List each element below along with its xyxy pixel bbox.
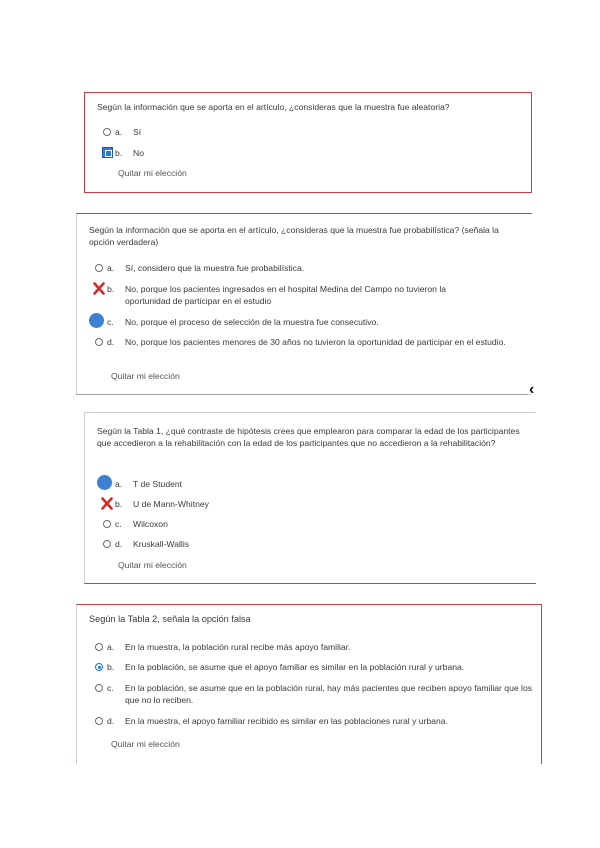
chevron-left-icon[interactable]: ‹ [529,381,535,398]
incorrect-x-icon [93,282,105,295]
option-4b[interactable]: b. En la población, se asume que el apoyo familiar es similar en la población rural y urbana. [93,661,533,673]
option-2a[interactable]: a. Sí, considero que la muestra fue probabilística. [93,262,523,274]
radio-icon[interactable] [95,643,103,651]
clear-choice-link[interactable]: Quitar mi elección [111,371,180,381]
option-3d[interactable]: d. Kruskall-Wallis [101,538,501,550]
selected-box-icon[interactable] [102,147,113,158]
option-2c[interactable]: c. No, porque el proceso de selección de la muestra fue consecutivo. [93,316,523,328]
option-4a[interactable]: a. En la muestra, la población rural recibe más apoyo familiar. [93,641,533,653]
option-4d[interactable]: d. En la muestra, el apoyo familiar recibido es similar en las poblaciones rural y urbana. [93,715,533,727]
option-1b[interactable]: b. No [101,147,501,159]
radio-icon[interactable] [103,520,111,528]
option-4c[interactable]: c. En la población, se asume que en la población rural, hay más pacientes que reciben apoyo familiar que los que no lo reciben. [93,682,533,706]
selected-dot-icon[interactable] [97,475,112,490]
option-2d[interactable]: d. No, porque los pacientes menores de 30 años no tuvieron la oportunidad de participar en el estudio. [93,336,523,348]
radio-icon[interactable] [95,684,103,692]
option-3b[interactable]: b. U de Mann-Whitney [101,498,501,510]
radio-icon[interactable] [95,338,103,346]
option-1a[interactable]: a. Sí [101,126,501,138]
radio-checked-icon[interactable] [95,663,103,671]
option-3c[interactable]: c. Wilcoxon [101,518,501,530]
radio-icon[interactable] [95,264,103,272]
option-3a[interactable]: a. T de Student [101,478,501,490]
radio-icon[interactable] [95,717,103,725]
incorrect-x-icon [101,497,113,510]
clear-choice-link[interactable]: Quitar mi elección [111,739,180,749]
option-2b[interactable]: b. No, porque los pacientes ingresados en el hospital Medina del Campo no tuvieron la oportunidad de participar en el estudio [93,283,523,307]
clear-choice-link[interactable]: Quitar mi elección [118,168,187,178]
clear-choice-link[interactable]: Quitar mi elección [118,560,187,570]
question-text-4: Según la Tabla 2, señala la opción falsa [89,614,251,624]
radio-icon[interactable] [103,128,111,136]
radio-icon[interactable] [103,540,111,548]
card-divider [76,394,528,395]
question-text-1: Según la información que se aporta en el artículo, ¿consideras que la muestra fue aleatoria? [97,102,450,112]
question-text-3: Según la Tabla 1, ¿qué contraste de hipótesis crees que emplearon para comparar la edad de los participantes que accedieron a la rehabilitación con la edad de los participantes que no accedieron a la rehabilitación? [97,426,520,448]
question-text-2: Según la información que se aporta en el artículo, ¿consideras que la muestra fue probabilística? (señala la opción verdadera) [89,225,499,247]
selected-dot-icon[interactable] [89,313,104,328]
